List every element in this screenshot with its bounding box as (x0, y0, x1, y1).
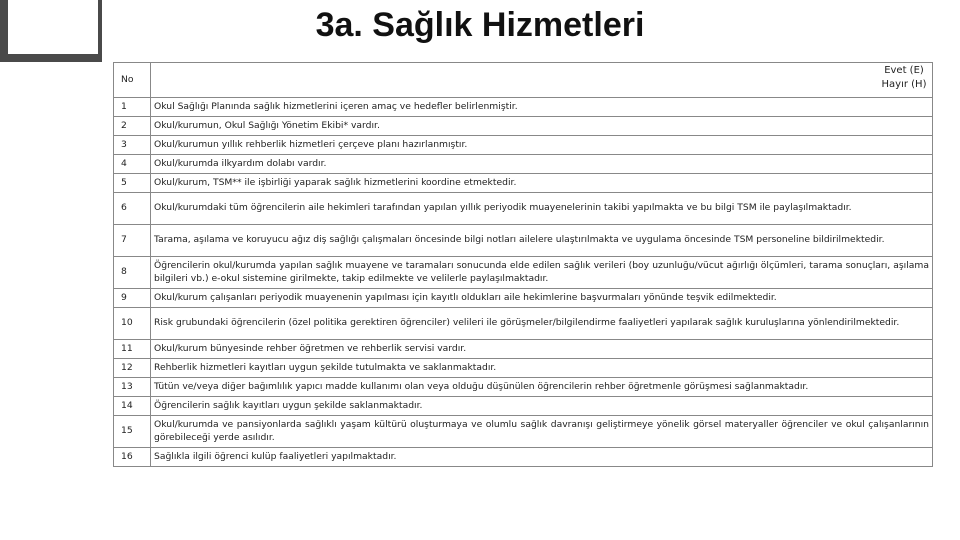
row-description: Okul/kurum bünyesinde rehber öğretmen ve rehberlik servisi vardır. (151, 340, 933, 359)
table-row (114, 257, 933, 289)
table-row (114, 340, 933, 359)
answer-label-yes: Evet (E) (884, 65, 924, 76)
row-description: Okul/kurumun yıllık rehberlik hizmetleri çerçeve planı hazırlanmıştır. (151, 136, 933, 155)
row-description: Okul/kurumda ve pansiyonlarda sağlıklı yaşam kültürü oluşturmaya ve olumlu sağlık davranışı geliştirmeye yönelik görsel materyaller öğrenciler ve okul çalışanlarının görebileceği yerde asılıdır. (151, 416, 933, 448)
table-header-row (114, 63, 933, 98)
table-row (114, 416, 933, 448)
row-number: 15 (114, 416, 151, 448)
row-number: 7 (114, 225, 151, 257)
row-description: Tütün ve/veya diğer bağımlılık yapıcı madde kullanımı olan veya olduğu düşünülen öğrencilerin rehber öğretmenle görüşmesi sağlanmaktadır. (151, 378, 933, 397)
table-row (114, 289, 933, 308)
table-row (114, 155, 933, 174)
row-number: 14 (114, 397, 151, 416)
table-row (114, 174, 933, 193)
row-description: Okul/kurum, TSM** ile işbirliği yaparak sağlık hizmetlerini koordine etmektedir. (151, 174, 933, 193)
row-number: 12 (114, 359, 151, 378)
table-row (114, 448, 933, 467)
row-description: Okul/kurum çalışanları periyodik muayenenin yapılması için kayıtlı oldukları aile hekimlerine başvurmaları yönünde teşvik edilmektedir. (151, 289, 933, 308)
row-description: Okul Sağlığı Planında sağlık hizmetlerini içeren amaç ve hedefler belirlenmiştir. (151, 98, 933, 117)
row-number: 2 (114, 117, 151, 136)
row-description: Okul/kurumda ilkyardım dolabı vardır. (151, 155, 933, 174)
table-row (114, 308, 933, 340)
row-number: 1 (114, 98, 151, 117)
no-header: No (114, 63, 151, 98)
row-description: Risk grubundaki öğrencilerin (özel politika gerektiren öğrenciler) velileri ile görüşmeler/bilgilendirme faaliyetleri yapılarak sağlık kuruluşlarına yönlendirilmektedir. (151, 308, 933, 340)
row-description: Rehberlik hizmetleri kayıtları uygun şekilde tutulmakta ve saklanmaktadır. (151, 359, 933, 378)
row-description: Tarama, aşılama ve koruyucu ağız diş sağlığı çalışmaları öncesinde bilgi notları ailelere ulaştırılmakta ve uygulama öncesinde TSM personeline bildirilmektedir. (151, 225, 933, 257)
table-row (114, 117, 933, 136)
row-number: 6 (114, 193, 151, 225)
row-number: 5 (114, 174, 151, 193)
table-row (114, 98, 933, 117)
row-description: Okul/kurumun, Okul Sağlığı Yönetim Ekibi* vardır. (151, 117, 933, 136)
row-number: 10 (114, 308, 151, 340)
row-description: Öğrencilerin sağlık kayıtları uygun şekilde saklanmaktadır. (151, 397, 933, 416)
row-number: 16 (114, 448, 151, 467)
answer-label-no: Hayır (H) (881, 78, 927, 90)
row-description: Sağlıkla ilgili öğrenci kulüp faaliyetleri yapılmaktadır. (151, 448, 933, 467)
table-row (114, 359, 933, 378)
table-row (114, 378, 933, 397)
row-description: Öğrencilerin okul/kurumda yapılan sağlık muayene ve taramaları sonucunda elde edilen sağlık verileri (boy uzunluğu/vücut ağırlığı ölçümleri, tarama sonuçları, aşılama bilgileri vb.) e-okul sistemine girilmekte, takip edilmekte ve velilerle paylaşılmaktadır. (151, 257, 933, 289)
health-services-table (113, 62, 933, 467)
page-title: 3a. Sağlık Hizmetleri (315, 6, 645, 44)
table-row (114, 136, 933, 155)
row-number: 8 (114, 257, 151, 289)
row-number: 11 (114, 340, 151, 359)
table-row (114, 225, 933, 257)
row-description: Okul/kurumdaki tüm öğrencilerin aile hekimleri tarafından yapılan yıllık periyodik muayenelerinin takibi yapılmakta ve bu bilgi TSM ile paylaşılmaktadır. (151, 193, 933, 225)
table-row (114, 193, 933, 225)
row-number: 13 (114, 378, 151, 397)
row-number: 9 (114, 289, 151, 308)
row-number: 4 (114, 155, 151, 174)
row-number: 3 (114, 136, 151, 155)
table-row (114, 397, 933, 416)
description-header (151, 63, 933, 98)
